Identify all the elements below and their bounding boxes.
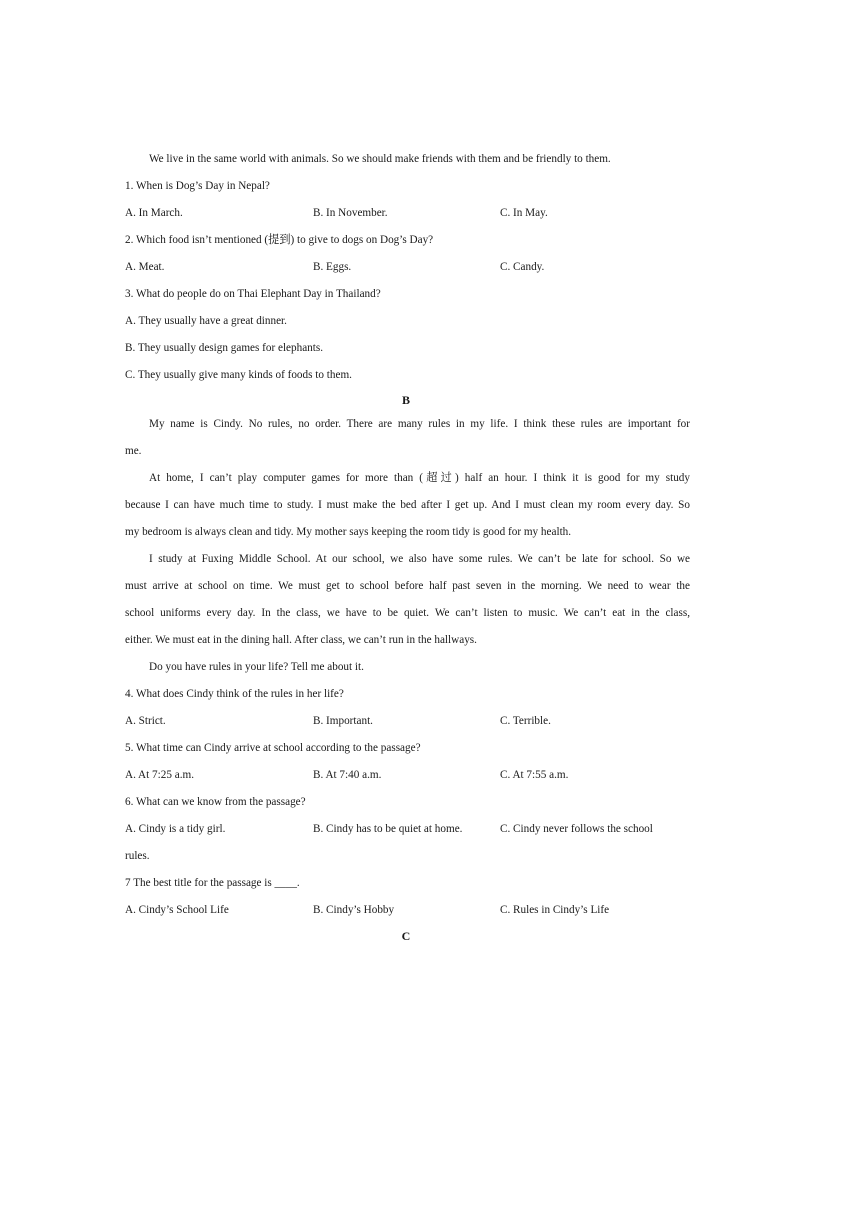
section-heading-c: C (401, 929, 411, 943)
question-3: 3. What do people do on Thai Elephant Day in Thailand? (125, 288, 381, 300)
paragraph-3-line-4: either. We must eat in the dining hall. After class, we can’t run in the hallways. (125, 634, 477, 646)
q1-option-a: A. In March. (125, 207, 183, 219)
paragraph-4-line-1: Do you have rules in your life? Tell me about it. (149, 661, 364, 673)
q6-option-b: B. Cindy has to be quiet at home. (313, 823, 463, 835)
question-1: 1. When is Dog’s Day in Nepal? (125, 180, 270, 192)
q5-option-b: B. At 7:40 a.m. (313, 769, 382, 781)
q2-option-a: A. Meat. (125, 261, 165, 273)
paragraph-2-line-3: my bedroom is always clean and tidy. My mother says keeping the room tidy is good for my health. (125, 526, 572, 538)
paragraph-1-line-1: My name is Cindy. No rules, no order. There are many rules in my life. I think these rules are important for (149, 418, 690, 430)
question-6: 6. What can we know from the passage? (125, 796, 306, 808)
paragraph-3-line-3: school uniforms every day. In the class, we have to be quiet. We can’t listen to music. We can’t eat in the class, (125, 607, 690, 619)
q2-option-b: B. Eggs. (313, 261, 352, 273)
paragraph-3-line-1: I study at Fuxing Middle School. At our school, we also have some rules. We can’t be late for school. So we (149, 553, 690, 565)
q7-option-b: B. Cindy’s Hobby (313, 904, 395, 916)
q5-option-a: A. At 7:25 a.m. (125, 769, 194, 781)
q5-option-c: C. At 7:55 a.m. (500, 769, 569, 781)
q6-option-c: C. Cindy never follows the school (500, 823, 653, 835)
q1-option-b: B. In November. (313, 207, 388, 219)
q4-option-c: C. Terrible. (500, 715, 551, 727)
q7-option-a: A. Cindy’s School Life (125, 904, 229, 916)
paragraph-3-line-2: must arrive at school on time. We must get to school before half past seven in the morning. We need to wear the (125, 580, 690, 592)
q4-option-a: A. Strict. (125, 715, 166, 727)
q6-option-a: A. Cindy is a tidy girl. (125, 823, 226, 835)
q3-option-b: B. They usually design games for elephants. (125, 342, 324, 354)
q1-option-c: C. In May. (500, 207, 548, 219)
passage-closing: We live in the same world with animals. So we should make friends with them and be friendly to them. (149, 153, 611, 165)
paragraph-1-line-2: me. (125, 445, 142, 457)
question-7: 7 The best title for the passage is ____. (125, 877, 300, 889)
section-heading-b: B (401, 393, 410, 407)
q6-option-c-wrap: rules. (125, 850, 150, 862)
question-5: 5. What time can Cindy arrive at school according to the passage? (125, 742, 421, 754)
question-2: 2. Which food isn’t mentioned (提到) to give to dogs on Dog’s Day? (125, 234, 434, 246)
paragraph-2-line-1: At home, I can’t play computer games for more than (超过) half an hour. I think it is good for my study (149, 472, 690, 484)
q2-option-c: C. Candy. (500, 261, 545, 273)
q3-option-a: A. They usually have a great dinner. (125, 315, 287, 327)
q4-option-b: B. Important. (313, 715, 373, 727)
paragraph-2-line-2: because I can have much time to study. I must make the bed after I get up. And I must clean my room every day. So (125, 499, 690, 511)
q7-option-c: C. Rules in Cindy’s Life (500, 904, 610, 916)
q3-option-c: C. They usually give many kinds of foods to them. (125, 369, 352, 381)
question-4: 4. What does Cindy think of the rules in her life? (125, 688, 344, 700)
